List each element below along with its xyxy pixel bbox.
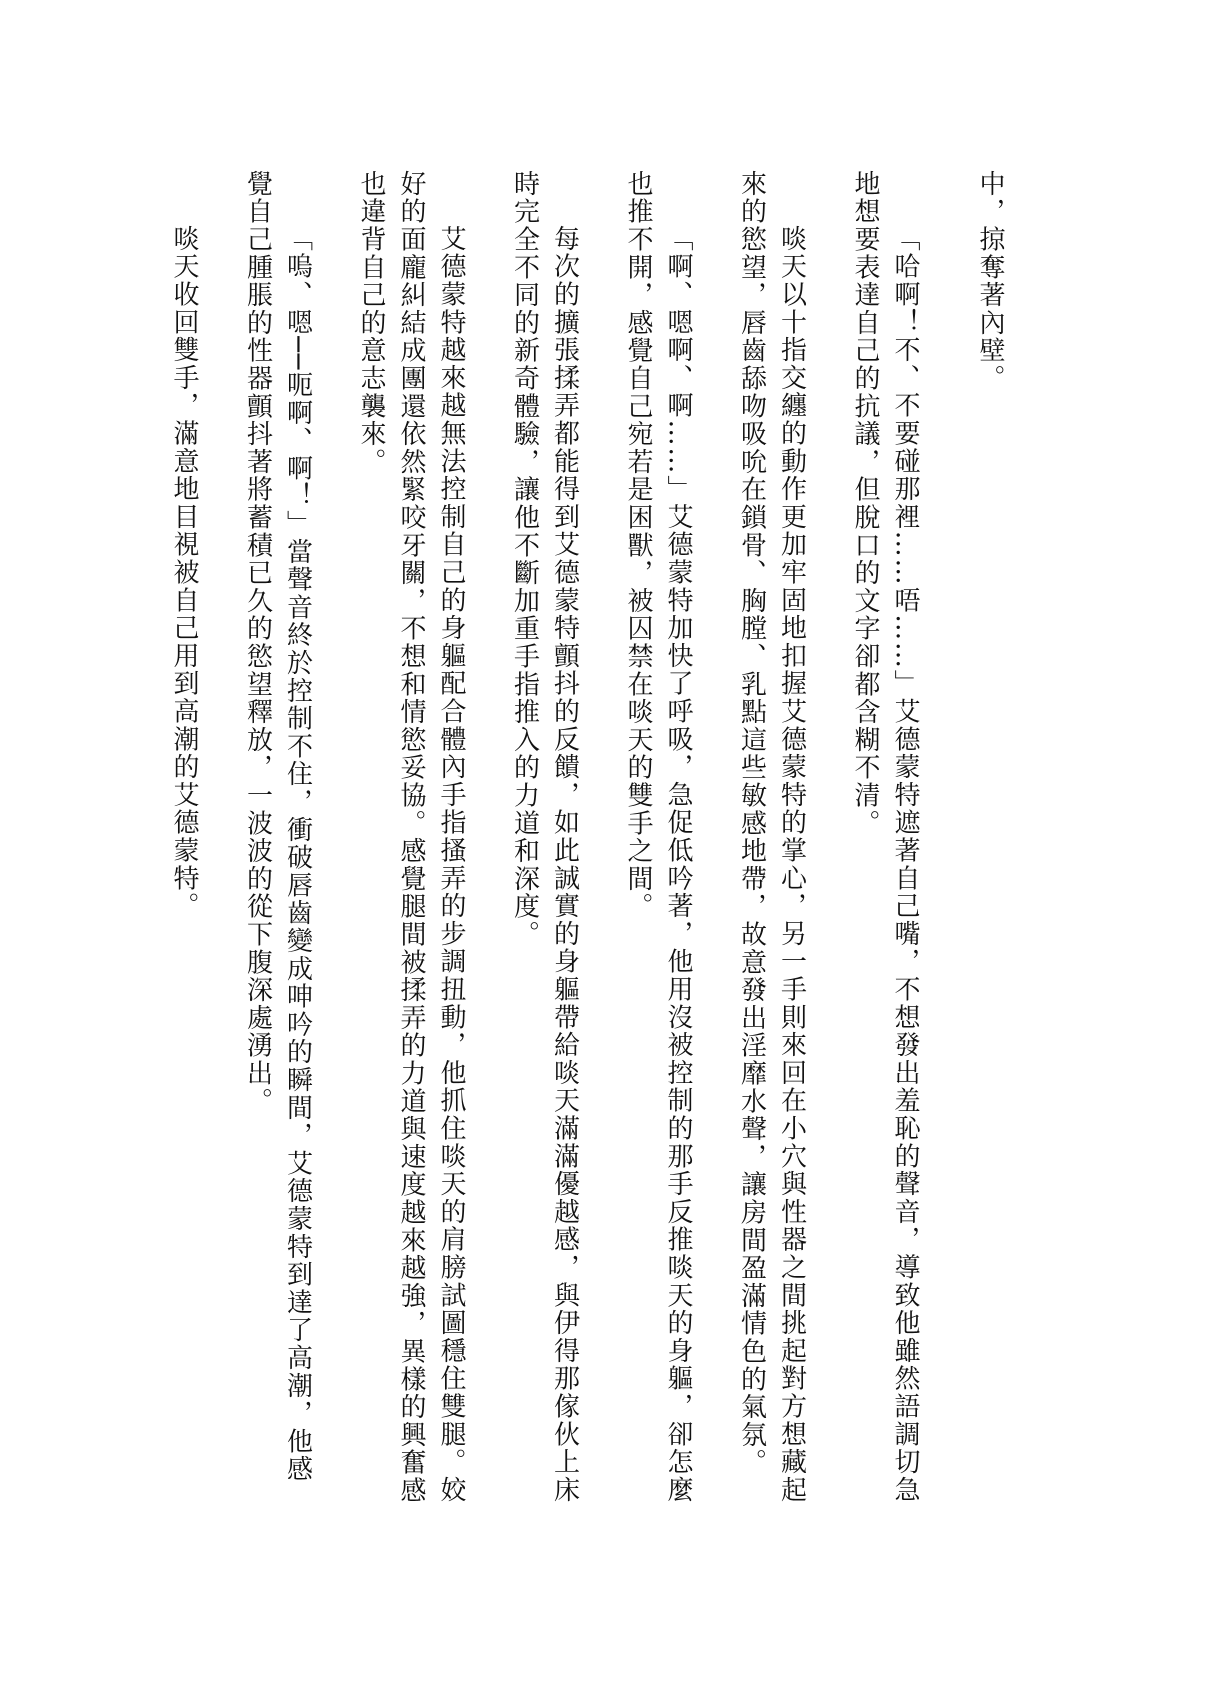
text-line: 啖天收回雙手，滿意地目視被自己用到高潮的艾德蒙特。 <box>169 225 199 920</box>
text-line: 來的慾望，唇齒舔吻吸吮在鎖骨、胸膛、乳點這些敏感地帶，故意發出淫靡水聲，讓房間盈滿情色的氣氛。 <box>736 170 767 1477</box>
body-text <box>164 170 1010 1510</box>
paragraph <box>618 170 698 1510</box>
text-line: 也推不開，感覺自己宛若是困獸，被囚禁在啖天的雙手之間。 <box>623 170 653 921</box>
text-line: 每次的擴張揉弄都能得到艾德蒙特顫抖的反饋，如此誠實的身軀帶給啖天滿滿優越感，與伊得那傢伙上床 <box>549 225 580 1504</box>
paragraph <box>732 170 812 1510</box>
paragraph <box>351 170 471 1510</box>
paragraph <box>164 170 204 1510</box>
paragraph <box>970 170 1010 1510</box>
text-line: 時完全不同的新奇體驗，讓他不斷加重手指推入的力道和深度。 <box>509 170 540 949</box>
paragraph <box>238 170 318 1510</box>
text-line: 也違背自己的意志襲來。 <box>356 170 386 476</box>
text-line: 「哈啊！不、不要碰那裡……唔……」艾德蒙特遮著自己嘴，不想發出羞恥的聲音，導致他雖然語調切急 <box>890 225 920 1504</box>
text-line: 覺自己腫脹的性器顫抖著將蓄積已久的慾望釋放，一波波的從下腹深處湧出。 <box>242 170 273 1116</box>
paragraph <box>845 170 925 1510</box>
text-line: 「啊、嗯啊、啊……」艾德蒙特加快了呼吸，急促低吟著，他用沒被控制的那手反推啖天的身軀，卻怎麼 <box>663 225 693 1504</box>
paragraph <box>505 170 585 1510</box>
text-line: 「嗚、嗯──呃啊、啊！」當聲音終於控制不住，衝破唇齒變成呻吟的瞬間，艾德蒙特到達了高潮，他感 <box>282 225 313 1484</box>
text-line: 好的面龐糾結成團還依然緊咬牙關，不想和情慾妥協。感覺腿間被揉弄的力道與速度越來越強，異樣的興奮感 <box>396 170 426 1505</box>
text-line: 啖天以十指交纏的動作更加牢固地扣握艾德蒙特的掌心，另一手則來回在小穴與性器之間挑起對方想藏起 <box>776 225 807 1504</box>
text-line: 艾德蒙特越來越無法控制自己的身軀配合體內手指搔弄的步調扭動，他抓住啖天的肩膀試圖穩住雙腿。姣 <box>436 225 466 1504</box>
text-line: 地想要表達自己的抗議，但脫口的文字卻都含糊不清。 <box>850 170 880 838</box>
text-line: 中，掠奪著內壁。 <box>975 170 1005 393</box>
